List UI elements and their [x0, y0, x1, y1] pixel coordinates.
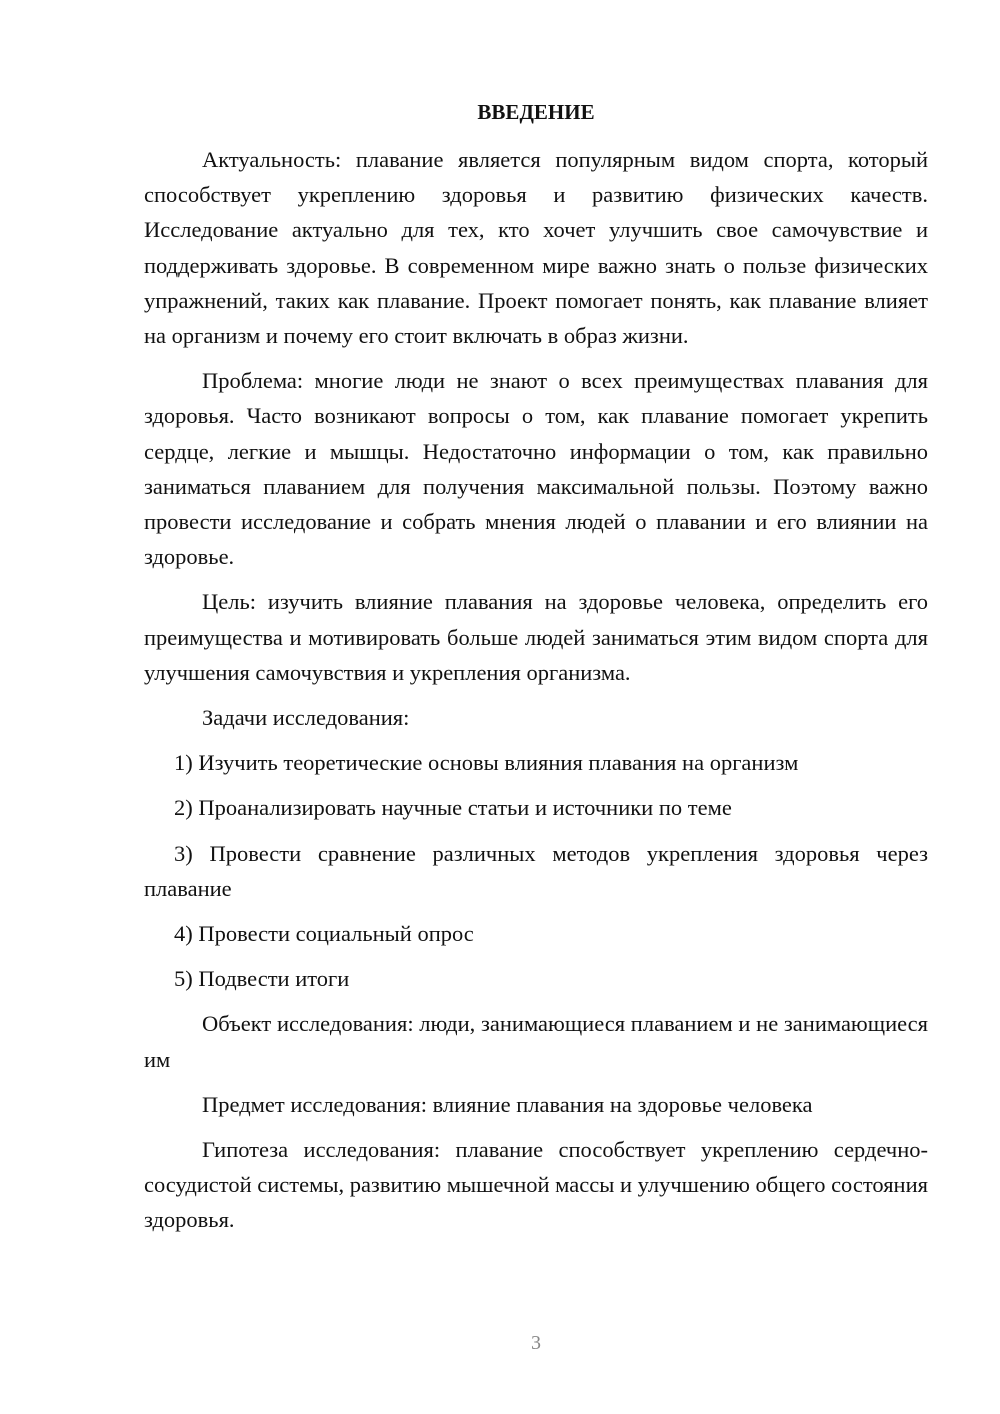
- paragraph-object: Объект исследования: люди, занимающиеся плаванием и не занимающиеся им: [144, 1011, 928, 1072]
- paragraph-relevance: Актуальность: плавание является популярным видом спорта, который способствует укреплению здоровья и развитию физических качеств. Исследование актуально для тех, кто хочет улучшить свое самочувствие и поддерживать здоровье. В современном мире важно знать о пользе физических упражнений, таких как плавание. Проект помогает понять, как плавание влияет на организм и почему его стоит включать в образ жизни.: [144, 147, 928, 349]
- task-item-4: 4) Провести социальный опрос: [174, 921, 474, 947]
- paragraph-hypothesis: Гипотеза исследования: плавание способствует укреплению сердечно-сосудистой системы, развитию мышечной массы и улучшению общего состояния здоровья.: [144, 1137, 928, 1233]
- tasks-heading: Задачи исследования:: [202, 705, 410, 731]
- paragraph-problem: Проблема: многие люди не знают о всех преимуществах плавания для здоровья. Часто возникают вопросы о том, как плавание помогает укрепить сердце, легкие и мышцы. Недостаточно информации о том, как правильно заниматься плаванием для получения максимальной пользы. Поэтому важно провести исследование и собрать мнения людей о плавании и его влиянии на здоровье.: [144, 368, 928, 570]
- page-title: ВВЕДЕНИЕ: [477, 100, 595, 124]
- page-number: 3: [531, 1332, 541, 1354]
- task-item-1: 1) Изучить теоретические основы влияния плавания на организм: [174, 750, 799, 776]
- paragraph-subject: Предмет исследования: влияние плавания на здоровье человека: [202, 1091, 813, 1117]
- paragraph-goal: Цель: изучить влияние плавания на здоровье человека, определить его преимущества и мотивировать больше людей заниматься этим видом спорта для улучшения самочувствия и укрепления организма.: [144, 589, 928, 685]
- task-item-5: 5) Подвести итоги: [174, 966, 350, 992]
- task-item-3: 3) Провести сравнение различных методов укрепления здоровья через плавание: [144, 840, 928, 901]
- task-item-2: 2) Проанализировать научные статьи и источники по теме: [174, 795, 732, 821]
